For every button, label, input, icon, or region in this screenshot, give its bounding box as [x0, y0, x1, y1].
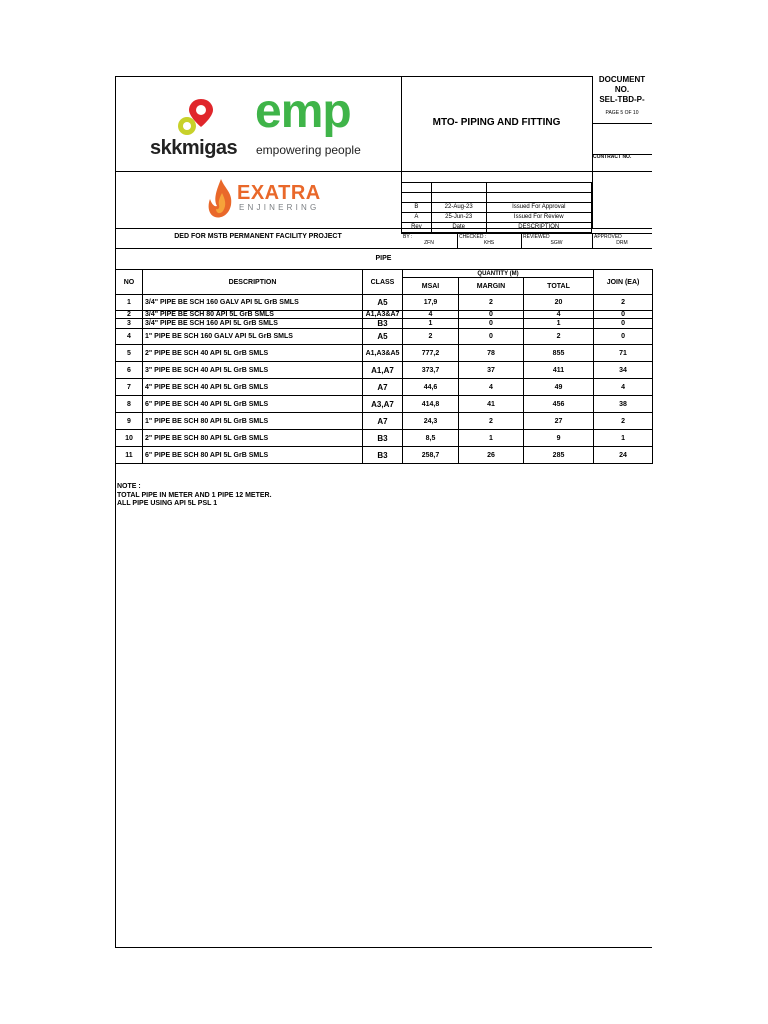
cell-msai: 17,9 [403, 295, 459, 311]
cell-margin: 1 [459, 430, 524, 447]
cell-description: 3/4" PIPE BE SCH 160 API 5L GrB SMLS [143, 319, 363, 329]
notes-line: ALL PIPE USING API 5L PSL 1 [117, 500, 218, 507]
revision-row [402, 213, 592, 223]
cell-class: A3,A7 [363, 396, 403, 413]
cell-msai: 777,2 [403, 345, 459, 362]
cell-class: B3 [363, 430, 403, 447]
cell-no: 3 [116, 319, 143, 329]
table-row [116, 295, 653, 311]
table-row [116, 329, 653, 345]
cell-join: 0 [594, 329, 653, 345]
cell-join: 0 [594, 319, 653, 329]
table-row [116, 413, 653, 430]
skkmigas-wordmark: skkmigas [150, 137, 238, 159]
cell-class: A1,A7 [363, 362, 403, 379]
cell-join: 71 [594, 345, 653, 362]
cell-no: 8 [116, 396, 143, 413]
cell-total: 285 [524, 447, 594, 464]
document-title: MTO- PIPING AND FITTING [432, 117, 561, 128]
cell-no: 10 [116, 430, 143, 447]
cell-join: 24 [594, 447, 653, 464]
cell-total: 9 [524, 430, 594, 447]
cell-description: 6" PIPE BE SCH 80 API 5L GrB SMLS [143, 447, 363, 464]
by-value: ZFN [424, 240, 434, 246]
page-underline [592, 123, 652, 124]
table-header-row [116, 270, 653, 278]
cell-margin: 0 [459, 311, 524, 319]
cell-description: 3/4" PIPE BE SCH 80 API 5L GrB SMLS [143, 311, 363, 319]
by-label: BY : [403, 234, 413, 240]
revision-description [486, 193, 592, 203]
cell-no: 7 [116, 379, 143, 396]
cell-margin: 37 [459, 362, 524, 379]
table-row [116, 319, 653, 329]
cell-description: 6" PIPE BE SCH 40 API 5L GrB SMLS [143, 396, 363, 413]
table-row [116, 430, 653, 447]
cell-msai: 1 [403, 319, 459, 329]
pipe-table [115, 269, 653, 464]
project-row-bottom [115, 248, 652, 249]
reviewed-value: SGW [550, 240, 563, 246]
cell-no: 4 [116, 329, 143, 345]
cell-total: 456 [524, 396, 594, 413]
table-row [116, 345, 653, 362]
cell-margin: 41 [459, 396, 524, 413]
cell-description: 2" PIPE BE SCH 40 API 5L GrB SMLS [143, 345, 363, 362]
table-row [116, 396, 653, 413]
cell-join: 34 [594, 362, 653, 379]
table-row [116, 311, 653, 319]
exatra-wordmark: EXATRA [237, 182, 321, 204]
cell-no: 6 [116, 362, 143, 379]
cell-class: B3 [363, 447, 403, 464]
revision-table [401, 182, 592, 233]
revision-date [431, 193, 486, 203]
document-number-label: DOCUMENT NO. [598, 75, 646, 94]
cell-margin: 0 [459, 329, 524, 345]
cell-msai: 44,6 [403, 379, 459, 396]
cell-class: A1,A3&A7 [363, 311, 403, 319]
cell-total: 1 [524, 319, 594, 329]
approved-value: DRM [616, 240, 628, 246]
cell-total: 4 [524, 311, 594, 319]
cell-margin: 4 [459, 379, 524, 396]
revision-rev: A [402, 213, 432, 223]
cell-margin: 2 [459, 413, 524, 430]
table-row [116, 447, 653, 464]
revision-description: Issued For Approval [486, 203, 592, 213]
notes-title: NOTE : [117, 483, 141, 490]
cell-msai: 24,3 [403, 413, 459, 430]
revision-row [402, 183, 592, 193]
skkmigas-mark-icon [175, 97, 215, 139]
cell-no: 9 [116, 413, 143, 430]
cell-margin: 78 [459, 345, 524, 362]
revision-row [402, 203, 592, 213]
cell-class: A1,A3&A5 [363, 345, 403, 362]
cell-description: 4" PIPE BE SCH 40 API 5L GrB SMLS [143, 379, 363, 396]
cell-class: B3 [363, 319, 403, 329]
revision-description [486, 183, 592, 193]
cell-total: 411 [524, 362, 594, 379]
revision-rev: Rev [402, 223, 432, 233]
flame-icon [207, 179, 233, 219]
header-description: DESCRIPTION [143, 270, 363, 295]
revision-row [402, 193, 592, 203]
approved-label: APPROVED [594, 234, 622, 240]
cell-msai: 2 [403, 329, 459, 345]
table-row [116, 379, 653, 396]
revision-description: DESCRIPTION [486, 223, 592, 233]
cell-no: 2 [116, 311, 143, 319]
cell-total: 2 [524, 329, 594, 345]
cell-margin: 0 [459, 319, 524, 329]
frame-top-border [115, 76, 593, 77]
cell-join: 2 [594, 413, 653, 430]
cell-class: A5 [363, 329, 403, 345]
revision-date: 22-Aug-23 [431, 203, 486, 213]
revision-rev [402, 193, 432, 203]
document-number-value: SEL-TBD-P- [599, 95, 645, 104]
header-quantity: QUANTITY (M) [403, 270, 594, 278]
cell-total: 855 [524, 345, 594, 362]
header-no: NO [116, 270, 143, 295]
cell-no: 11 [116, 447, 143, 464]
reviewed-label: REVIEWED [523, 234, 550, 240]
cell-join: 2 [594, 295, 653, 311]
project-name: DED FOR MSTB PERMANENT FACILITY PROJECT [174, 233, 342, 240]
header-divider [115, 171, 652, 172]
frame-left-border [115, 76, 116, 948]
contract-label: CONTRACT NO. [593, 154, 632, 160]
header-margin: MARGIN [459, 278, 524, 295]
cell-class: A7 [363, 379, 403, 396]
cell-no: 5 [116, 345, 143, 362]
header-msai: MSAI [403, 278, 459, 295]
cell-class: A7 [363, 413, 403, 430]
cell-total: 20 [524, 295, 594, 311]
cell-description: 3" PIPE BE SCH 40 API 5L GrB SMLS [143, 362, 363, 379]
section-title: PIPE [375, 255, 392, 262]
revision-rev [402, 183, 432, 193]
cell-msai: 258,7 [403, 447, 459, 464]
cell-join: 38 [594, 396, 653, 413]
cell-join: 4 [594, 379, 653, 396]
checked-label: CHECKED : [459, 234, 487, 240]
cell-class: A5 [363, 295, 403, 311]
revision-date: 25-Jun-23 [431, 213, 486, 223]
header-total: TOTAL [524, 278, 594, 295]
cell-msai: 4 [403, 311, 459, 319]
cell-msai: 8,5 [403, 430, 459, 447]
exatra-subtitle: ENJINERING [239, 203, 320, 212]
cell-description: 1" PIPE BE SCH 80 API 5L GrB SMLS [143, 413, 363, 430]
cell-description: 2" PIPE BE SCH 80 API 5L GrB SMLS [143, 430, 363, 447]
cell-join: 0 [594, 311, 653, 319]
cell-no: 1 [116, 295, 143, 311]
revision-rev: B [402, 203, 432, 213]
header-join: JOIN (EA) [594, 270, 653, 295]
revision-row [402, 223, 592, 233]
table-row [116, 362, 653, 379]
emp-wordmark: emp [255, 85, 351, 138]
revision-date [431, 183, 486, 193]
document-number [592, 75, 652, 105]
emp-tagline: empowering people [256, 143, 361, 157]
notes-line: TOTAL PIPE IN METER AND 1 PIPE 12 METER. [117, 491, 272, 499]
page-number: PAGE 5 OF 10 [605, 110, 639, 116]
notes [117, 483, 272, 509]
cell-description: 3/4" PIPE BE SCH 160 GALV API 5L GrB SMLS [143, 295, 363, 311]
cell-total: 49 [524, 379, 594, 396]
cell-description: 1" PIPE BE SCH 160 GALV API 5L GrB SMLS [143, 329, 363, 345]
revision-date: Date [431, 223, 486, 233]
cell-margin: 26 [459, 447, 524, 464]
cell-total: 27 [524, 413, 594, 430]
frame-bottom-border [115, 947, 652, 948]
revision-description: Issued For Review [486, 213, 592, 223]
cell-join: 1 [594, 430, 653, 447]
checked-value: KHS [483, 240, 495, 246]
cell-msai: 373,7 [403, 362, 459, 379]
cell-margin: 2 [459, 295, 524, 311]
header-class: CLASS [363, 270, 403, 295]
cell-msai: 414,8 [403, 396, 459, 413]
